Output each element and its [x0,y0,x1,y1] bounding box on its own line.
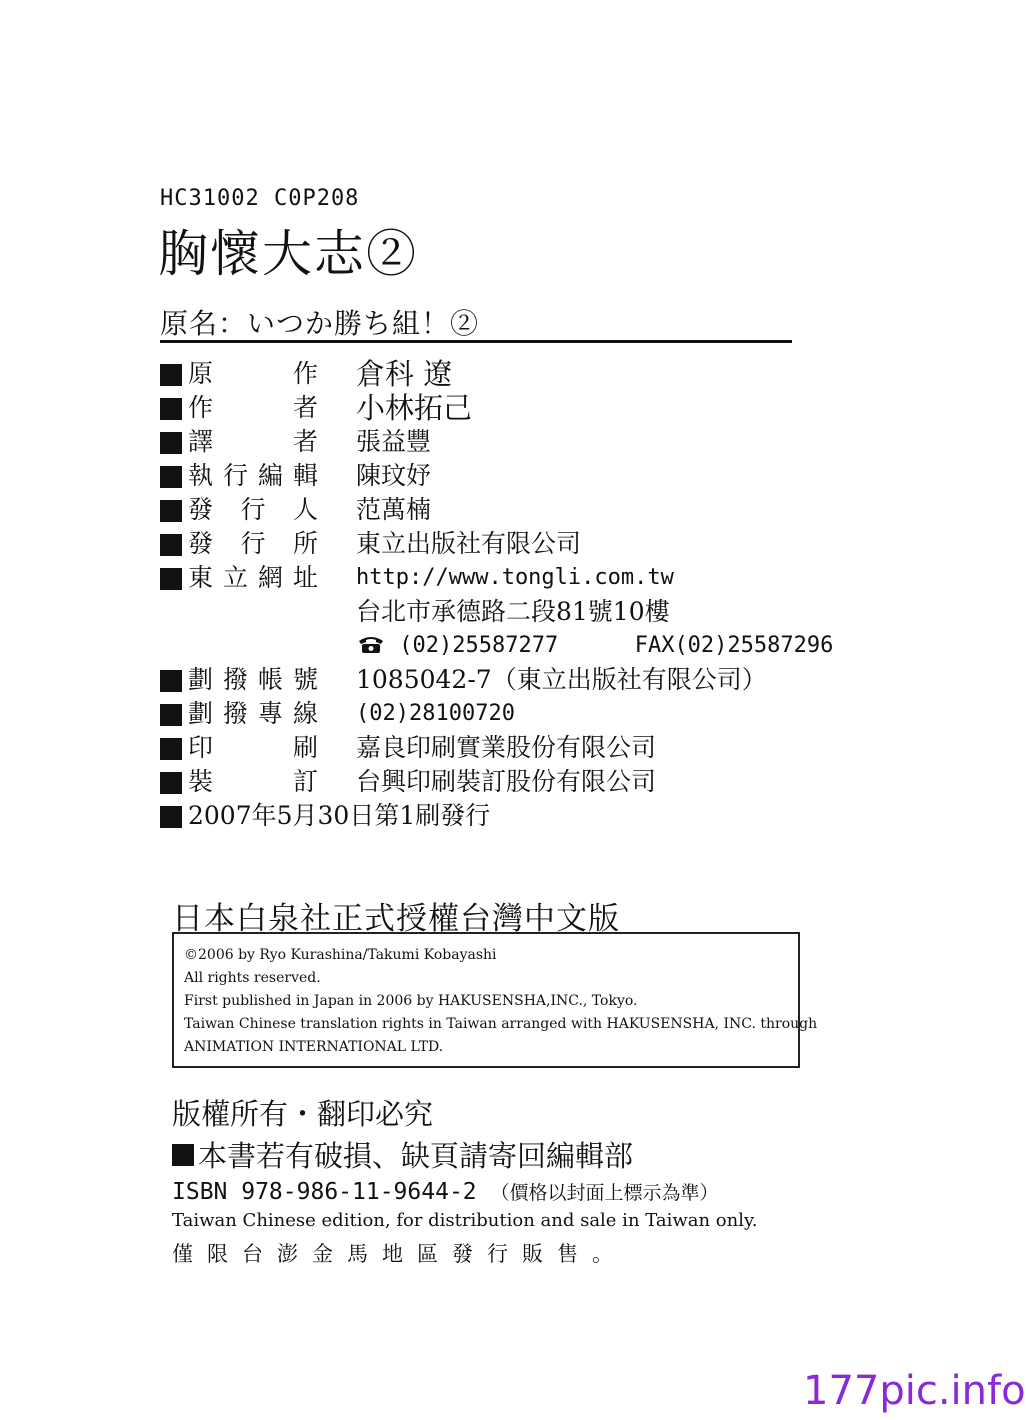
sales-region-note: 僅限台澎金馬地區發行販售。 [172,1242,627,1266]
address: 台北市承德路二段81號10樓 [356,597,670,626]
credit-label: 裝 訂 [188,767,318,796]
credit-value: 范萬楠 [356,495,432,524]
credit-value: 嘉良印刷實業股份有限公司 [356,733,657,762]
credit-row-translator [160,424,860,458]
price-note: （價格以封面上標示為準） [490,1182,719,1204]
credit-value: 小林拓己 [356,391,473,425]
publish-date: 2007年5月30日第1刷發行 [188,801,491,830]
product-code: HC31002 C0P208 [160,186,360,211]
copyright-line: All rights reserved. [184,970,321,986]
bullet-square [160,466,182,488]
credit-row-account [160,662,860,696]
credit-value: (02)28100720 [356,701,515,726]
credit-row-binding [160,764,860,798]
watermark-link[interactable]: 177pic.info [803,1368,1026,1414]
phone-row [160,628,860,662]
title-divider [160,340,792,343]
damage-notice-text: 本書若有破損、缺頁請寄回編輯部 [198,1139,634,1173]
copyright-line: First published in Japan in 2006 by HAKUSENSHA,INC., Tokyo. [184,993,638,1009]
isbn-line [172,1178,719,1205]
credit-value: 台興印刷裝訂股份有限公司 [356,767,657,796]
rights-reserved: 版權所有・翻印必究 [172,1097,434,1131]
tel-number: (02)25587277 [399,633,559,658]
credit-label: 發 行 所 [188,529,318,558]
phone-line [356,628,833,664]
bullet-square [160,568,182,590]
bullet-square [160,534,182,556]
bullet-square [160,704,182,726]
credit-value: 倉科 遼 [356,357,453,391]
credit-value: 東立出版社有限公司 [356,529,582,558]
credit-row-publishing-house [160,526,860,560]
credit-row-original-author [160,356,860,390]
copyright-line: ©2006 by Ryo Kurashina/Takumi Kobayashi [184,947,497,963]
credit-label: 劃 撥 專 線 [188,699,318,728]
credit-row-hotline [160,696,860,730]
credits-list [160,356,860,832]
bullet-square [160,670,182,692]
credit-row-author [160,390,860,424]
bullet-square [160,806,182,828]
credit-value: 張益豐 [356,427,432,456]
copyright-box [172,932,818,1068]
credit-label: 劃 撥 帳 號 [188,665,318,694]
credit-value: 陳玟妤 [356,461,432,490]
credit-row-editor [160,458,860,492]
original-title: 原名：いつか勝ち組！② [160,307,480,340]
fax-number: FAX(02)25587296 [634,633,834,658]
address-row [160,594,860,628]
book-title: 胸懷大志② [158,225,418,283]
credit-row-website [160,560,860,594]
credit-label: 印 刷 [188,733,318,762]
credit-label: 執 行 編 輯 [188,461,318,490]
authorization-statement: 日本白泉社正式授權台灣中文版 [172,901,620,937]
bullet-square [160,738,182,760]
credit-row-printing [160,730,860,764]
publish-date-row [160,798,860,832]
credit-row-publisher [160,492,860,526]
credit-label: 東 立 網 址 [188,563,318,592]
isbn: ISBN 978-986-11-9644-2 [172,1179,477,1205]
bullet-square [172,1144,194,1166]
damage-notice [172,1134,633,1175]
bullet-square [160,364,182,386]
telephone-icon [356,634,386,654]
credit-label: 作 者 [188,393,318,422]
credit-label: 發 行 人 [188,495,318,524]
distribution-note: Taiwan Chinese edition, for distribution and sale in Taiwan only. [172,1210,758,1231]
bullet-square [160,500,182,522]
credit-label: 譯 者 [188,427,318,456]
credit-label: 原 作 [188,359,318,388]
copyright-line: Taiwan Chinese translation rights in Taiwan arranged with HAKUSENSHA, INC. through [184,1016,818,1032]
copyright-line: ANIMATION INTERNATIONAL LTD. [184,1039,444,1055]
bullet-square [160,432,182,454]
bullet-square [160,398,182,420]
website-link[interactable]: http://www.tongli.com.tw [356,565,674,590]
bullet-square [160,772,182,794]
credit-value: 1085042-7（東立出版社有限公司） [356,665,767,694]
